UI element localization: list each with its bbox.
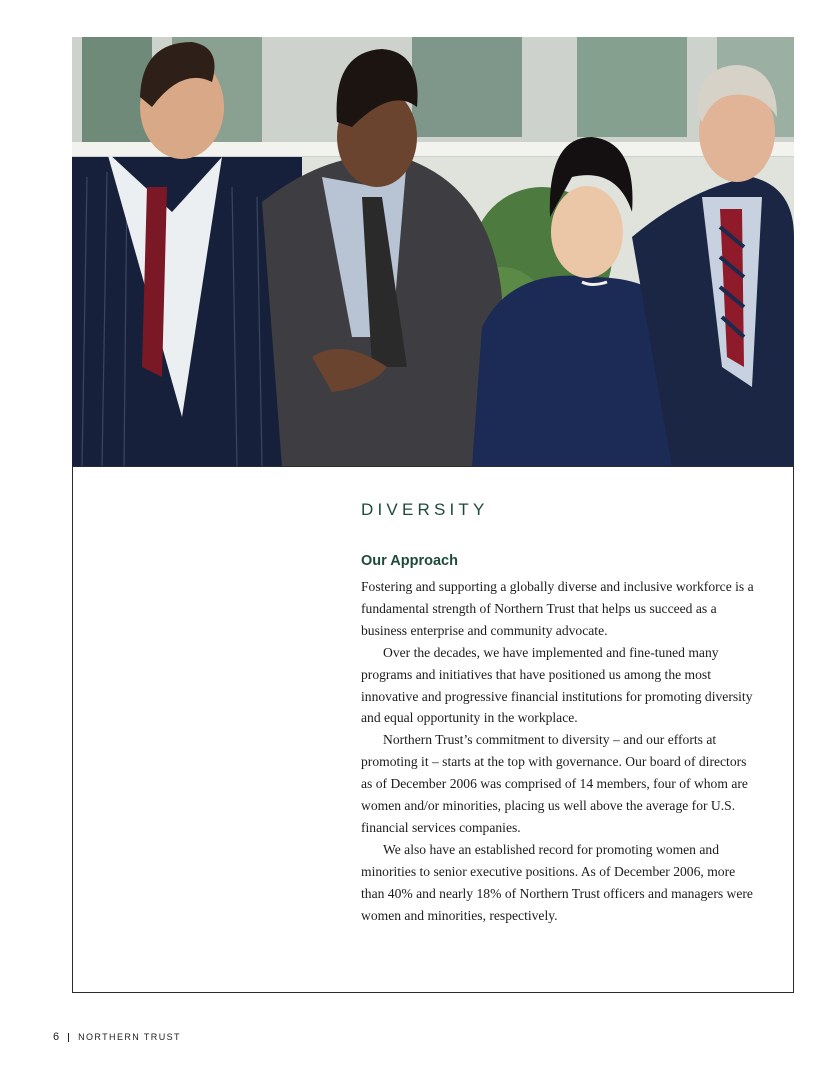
subheading: Our Approach (361, 553, 458, 569)
body-paragraph: Northern Trust’s commitment to diversity – and our efforts at promoting it – starts at the top with governance. Our board of directors as of December 2006 was comprised of 14 members, four of whom are women and/or minorities, placing us well above the average for U.S. financial services companies. (361, 732, 748, 835)
page-number: 6 (53, 1031, 60, 1043)
section-title: DIVERSITY (361, 500, 489, 519)
body-paragraph: Over the decades, we have implemented and fine-tuned many programs and initiatives that have positioned us among the most innovative and progressive financial institutions for promoting diversity and equal opportunity in the workplace. (361, 644, 753, 726)
header-photo (72, 37, 794, 467)
footer-divider (68, 1033, 69, 1042)
footer-brand: NORTHERN TRUST (78, 1032, 181, 1042)
page-footer (53, 1031, 181, 1043)
main-content (361, 498, 761, 927)
body-paragraph: Fostering and supporting a globally diverse and inclusive workforce is a fundamental strength of Northern Trust that helps us succeed as a business enterprise and community advocate. (361, 579, 754, 638)
body-paragraph: We also have an established record for promoting women and minorities to senior executive positions. As of December 2006, more than 40% and nearly 18% of Northern Trust officers and managers were women and minorities, respectively. (361, 841, 753, 923)
